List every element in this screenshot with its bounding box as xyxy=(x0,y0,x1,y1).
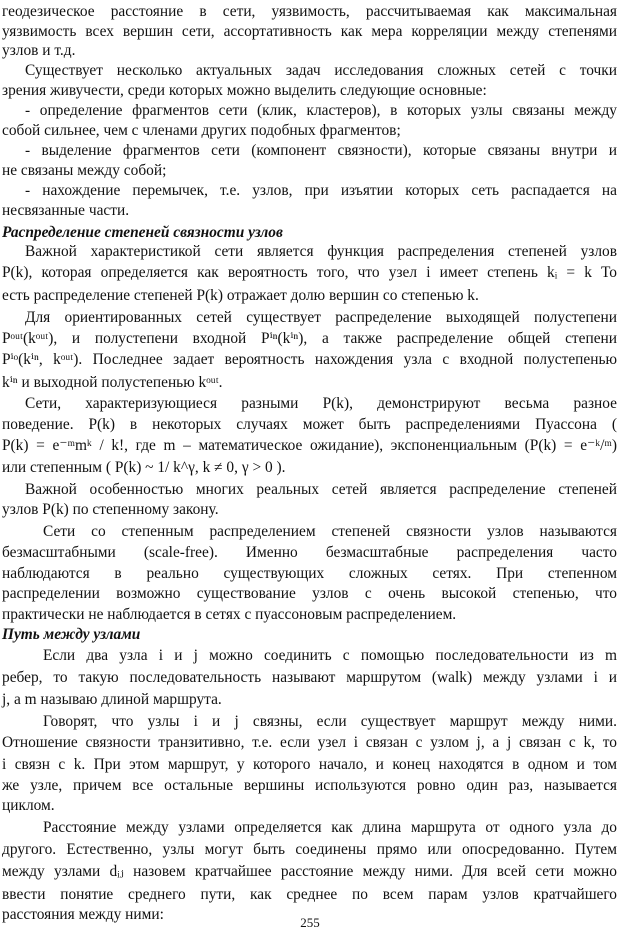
text-line: i связн с k. При этом маршрут, у которого начало, и конец находятся в одном и том xyxy=(2,756,617,773)
text-line: Важной характеристикой сети является функция распределения степеней узлов xyxy=(25,243,617,260)
section-heading: Путь между узлами xyxy=(2,626,141,643)
text-line: kⁱⁿ и выходной полустепенью kᵒᵘᵗ. xyxy=(2,374,223,391)
text-line: P(k), которая определяется как вероятность того, что узел i имеет степень kᵢ = k То xyxy=(2,264,617,281)
text-line: не связаны между собой; xyxy=(2,162,167,179)
text-line: узлов и т.д. xyxy=(2,42,76,59)
text-line: безмасштабными (scale-free). Именно безмасштабные распределения часто xyxy=(2,544,617,561)
text-line: Pᵒᵘᵗ(kᵒᵘᵗ), и полустепени входной Pⁱⁿ(kⁱⁿ), а также распределение общей степени xyxy=(2,330,617,347)
text-line: или степенным ( P(k) ~ 1/ k^γ, k ≠ 0, γ > 0 ). xyxy=(2,459,286,476)
text-line: распределении возможно существование узлов с очень высокой степенью, что xyxy=(2,585,617,602)
text-line: - нахождение перемычек, т.е. узлов, при изъятии которых сеть распадается на xyxy=(25,182,617,199)
text-line: Pⁱᵒ(kⁱⁿ, kᵒᵘᵗ). Последнее задает вероятность нахождения узла с входной полустепенью xyxy=(2,351,617,368)
text-line: узлов P(k) по степенному закону. xyxy=(2,501,219,518)
text-line: зрения живучести, среди которых можно выделить следующие основные: xyxy=(2,82,487,99)
text-line: Для ориентированных сетей существует распределение выходящей полустепени xyxy=(25,309,617,326)
text-line: практически не наблюдается в сетях с пуассоновым распределением. xyxy=(2,606,457,623)
text-line: Расстояние между узлами определяется как длина маршрута от одного узла до xyxy=(43,819,617,836)
text-line: есть распределение степеней P(k) отражает долю вершин со степенью k. xyxy=(2,287,479,304)
text-line: ребер, то такую последовательность называют маршрутом (walk) между узлами i и xyxy=(2,669,617,686)
text-line: между узлами dᵢⱼ назовем кратчайшее расстояние между ними. Для всей сети можно xyxy=(2,863,617,880)
text-line: P(k) = e⁻ᵐmᵏ / k!, где m – математическое ожидание), экспоненциальным (P(k) = e⁻ᵏ/ᵐ) xyxy=(2,437,617,454)
text-line: Существует несколько актуальных задач исследования сложных сетей с точки xyxy=(25,62,617,79)
text-line: Отношение связности транзитивно, т.е. если узел i связан с узлом j, а j связан с k, то xyxy=(2,734,617,751)
text-line: j, а m называю длиной маршрута. xyxy=(2,691,222,708)
text-line: несвязанные части. xyxy=(2,202,130,219)
text-line: геодезическое расстояние в сети, уязвимость, рассчитываемая как максимальная xyxy=(2,3,617,20)
section-heading: Распределение степеней связности узлов xyxy=(2,224,283,241)
text-line: - выделение фрагментов сети (компонент связности), которые связаны внутри и xyxy=(25,142,617,159)
text-line: Важной особенностью многих реальных сетей является распределение степеней xyxy=(25,481,617,498)
text-line: уязвимость всех вершин сети, ассортативность как мера корреляции между степенями xyxy=(2,23,617,40)
text-line: Говорят, что узлы i и j связны, если существует маршрут между ними. xyxy=(43,713,617,730)
text-line: Если два узла i и j можно соединить с помощью последовательности из m xyxy=(43,647,617,664)
text-line: же узле, причем все остальные вершины используются ровно один раз, называется xyxy=(2,777,617,794)
text-line: поведение. P(k) в некоторых случаях может быть распределениями Пуассона ( xyxy=(2,416,617,433)
text-line: собой сильнее, чем с членами других подобных фрагментов; xyxy=(2,122,401,139)
text-line: наблюдаются в реально существующих сложных сетях. При степенном xyxy=(2,565,617,582)
text-line: циклом. xyxy=(2,797,55,814)
text-line: - определение фрагментов сети (клик, кластеров), в которых узлы связаны между xyxy=(25,102,617,119)
text-line: ввести понятие среднего пути, как среднее по всем парам узлов кратчайшего xyxy=(2,886,617,903)
text-line: расстояния между ними: xyxy=(2,906,164,923)
text-line: Сети со степенным распределением степеней связности узлов называются xyxy=(43,523,617,540)
text-line: Сети, характеризующиеся разными P(k), демонстрируют весьма разное xyxy=(25,395,617,412)
text-line: другого. Естественно, узлы могут быть соединены прямо или опосредованно. Путем xyxy=(2,841,617,858)
page-number: 255 xyxy=(300,915,320,930)
